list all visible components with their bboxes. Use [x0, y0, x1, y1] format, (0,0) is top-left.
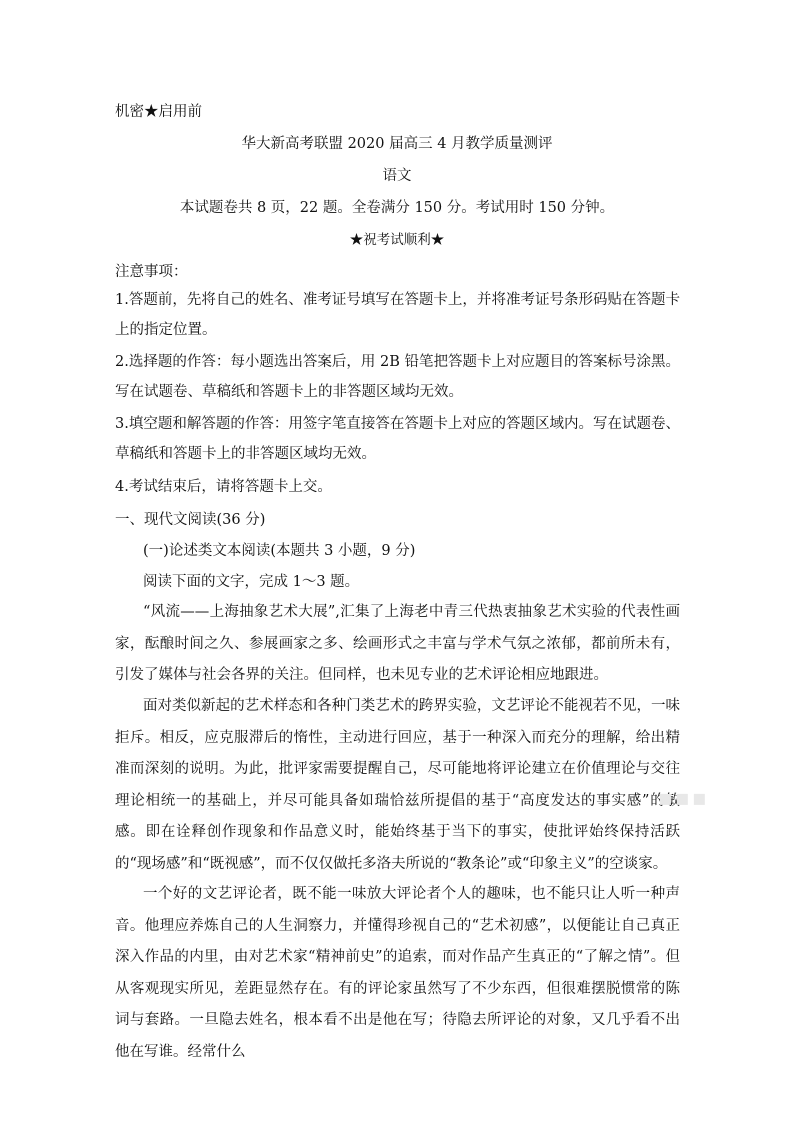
secret-label: 机密★启用前	[115, 104, 202, 120]
notice-item-3: 3.填空题和解答题的作答：用签字笔直接答在答题卡上对应的答题区域内。写在试题卷、草稿纸和答题卡上的非答题区域均无效。	[115, 416, 680, 462]
section-title: 一、现代文阅读(36 分)	[115, 512, 266, 528]
notice-item-1: 1.答题前，先将自己的姓名、准考证号填写在答题卡上，并将准考证号条形码贴在答题卡上的指定位置。	[115, 292, 680, 338]
passage-paragraph-3: 一个好的文艺评论者，既不能一味放大评论者个人的趣味，也不能只让人听一种声音。他理应养炼自己的人生洞察力，并懂得珍视自己的“艺术初感”，以便能让自己真正深入作品的内里，由对艺术家“精神前史”的追索，而对作品产生真正的“了解之情”。但从客观现实所见，差距显然存在。有的评论家虽然写了不少东西，但很难摆脱惯常的陈词与套路。一旦隐去姓名，根本看不出是他在写；待隐去所评论的对象，又几乎看不出他在写谁。经常什么	[115, 886, 680, 1060]
notice-title: 注意事项：	[115, 264, 188, 280]
subsection-title: (一)论述类文本阅读(本题共 3 小题，9 分)	[143, 543, 416, 559]
notice-item-4: 4.考试结束后，请将答题卡上交。	[115, 479, 332, 495]
exam-info: 本试题卷共 8 页，22 题。全卷满分 150 分。考试用时 150 分钟。	[179, 200, 615, 216]
reading-instruction: 阅读下面的文字，完成 1～3 题。	[143, 574, 360, 590]
subject-title: 语文	[382, 168, 412, 184]
passage-paragraph-1: “风流——上海抽象艺术大展”,汇集了上海老中青三代热衷抽象艺术实验的代表性画家，酝酿时间之久、参展画家之多、绘画形式之丰富与学术气氛之浓郁，都前所未有，引发了媒体与社会各界的关注。但同样，也未见专业的艺术评论相应地跟进。	[115, 604, 680, 683]
wish-text: ★祝考试顺利★	[349, 232, 445, 248]
passage-paragraph-2: 面对类似新起的艺术样态和各种门类艺术的跨界实验，文艺评论不能视若不见，一味拒斥。相反，应克服滞后的惰性，主动进行回应，基于一种深入而充分的理解，给出精准而深刻的说明。为此，批评家需要提醒自己，尽可能地将评论建立在价值理论与交往理论相统一的基础上，并尽可能具备如瑞恰兹所提倡的基于“高度发达的事实感”的敏感。即在诠释创作现象和作品意义时，能始终基于当下的事实，使批评始终保持活跃的“现场感”和“既视感”，而不仅仅做托多洛夫所说的“教条论”或“印象主义”的空谈家。	[115, 698, 680, 872]
watermark-mark: ▪▪▪	[658, 786, 709, 811]
notice-item-2: 2.选择题的作答：每小题选出答案后，用 2B 铅笔把答题卡上对应题目的答案标号涂黑。写在试题卷、草稿纸和答题卡上的非答题区域均无效。	[115, 354, 680, 400]
exam-title: 华大新高考联盟 2020 届高三 4 月教学质量测评	[241, 136, 553, 152]
